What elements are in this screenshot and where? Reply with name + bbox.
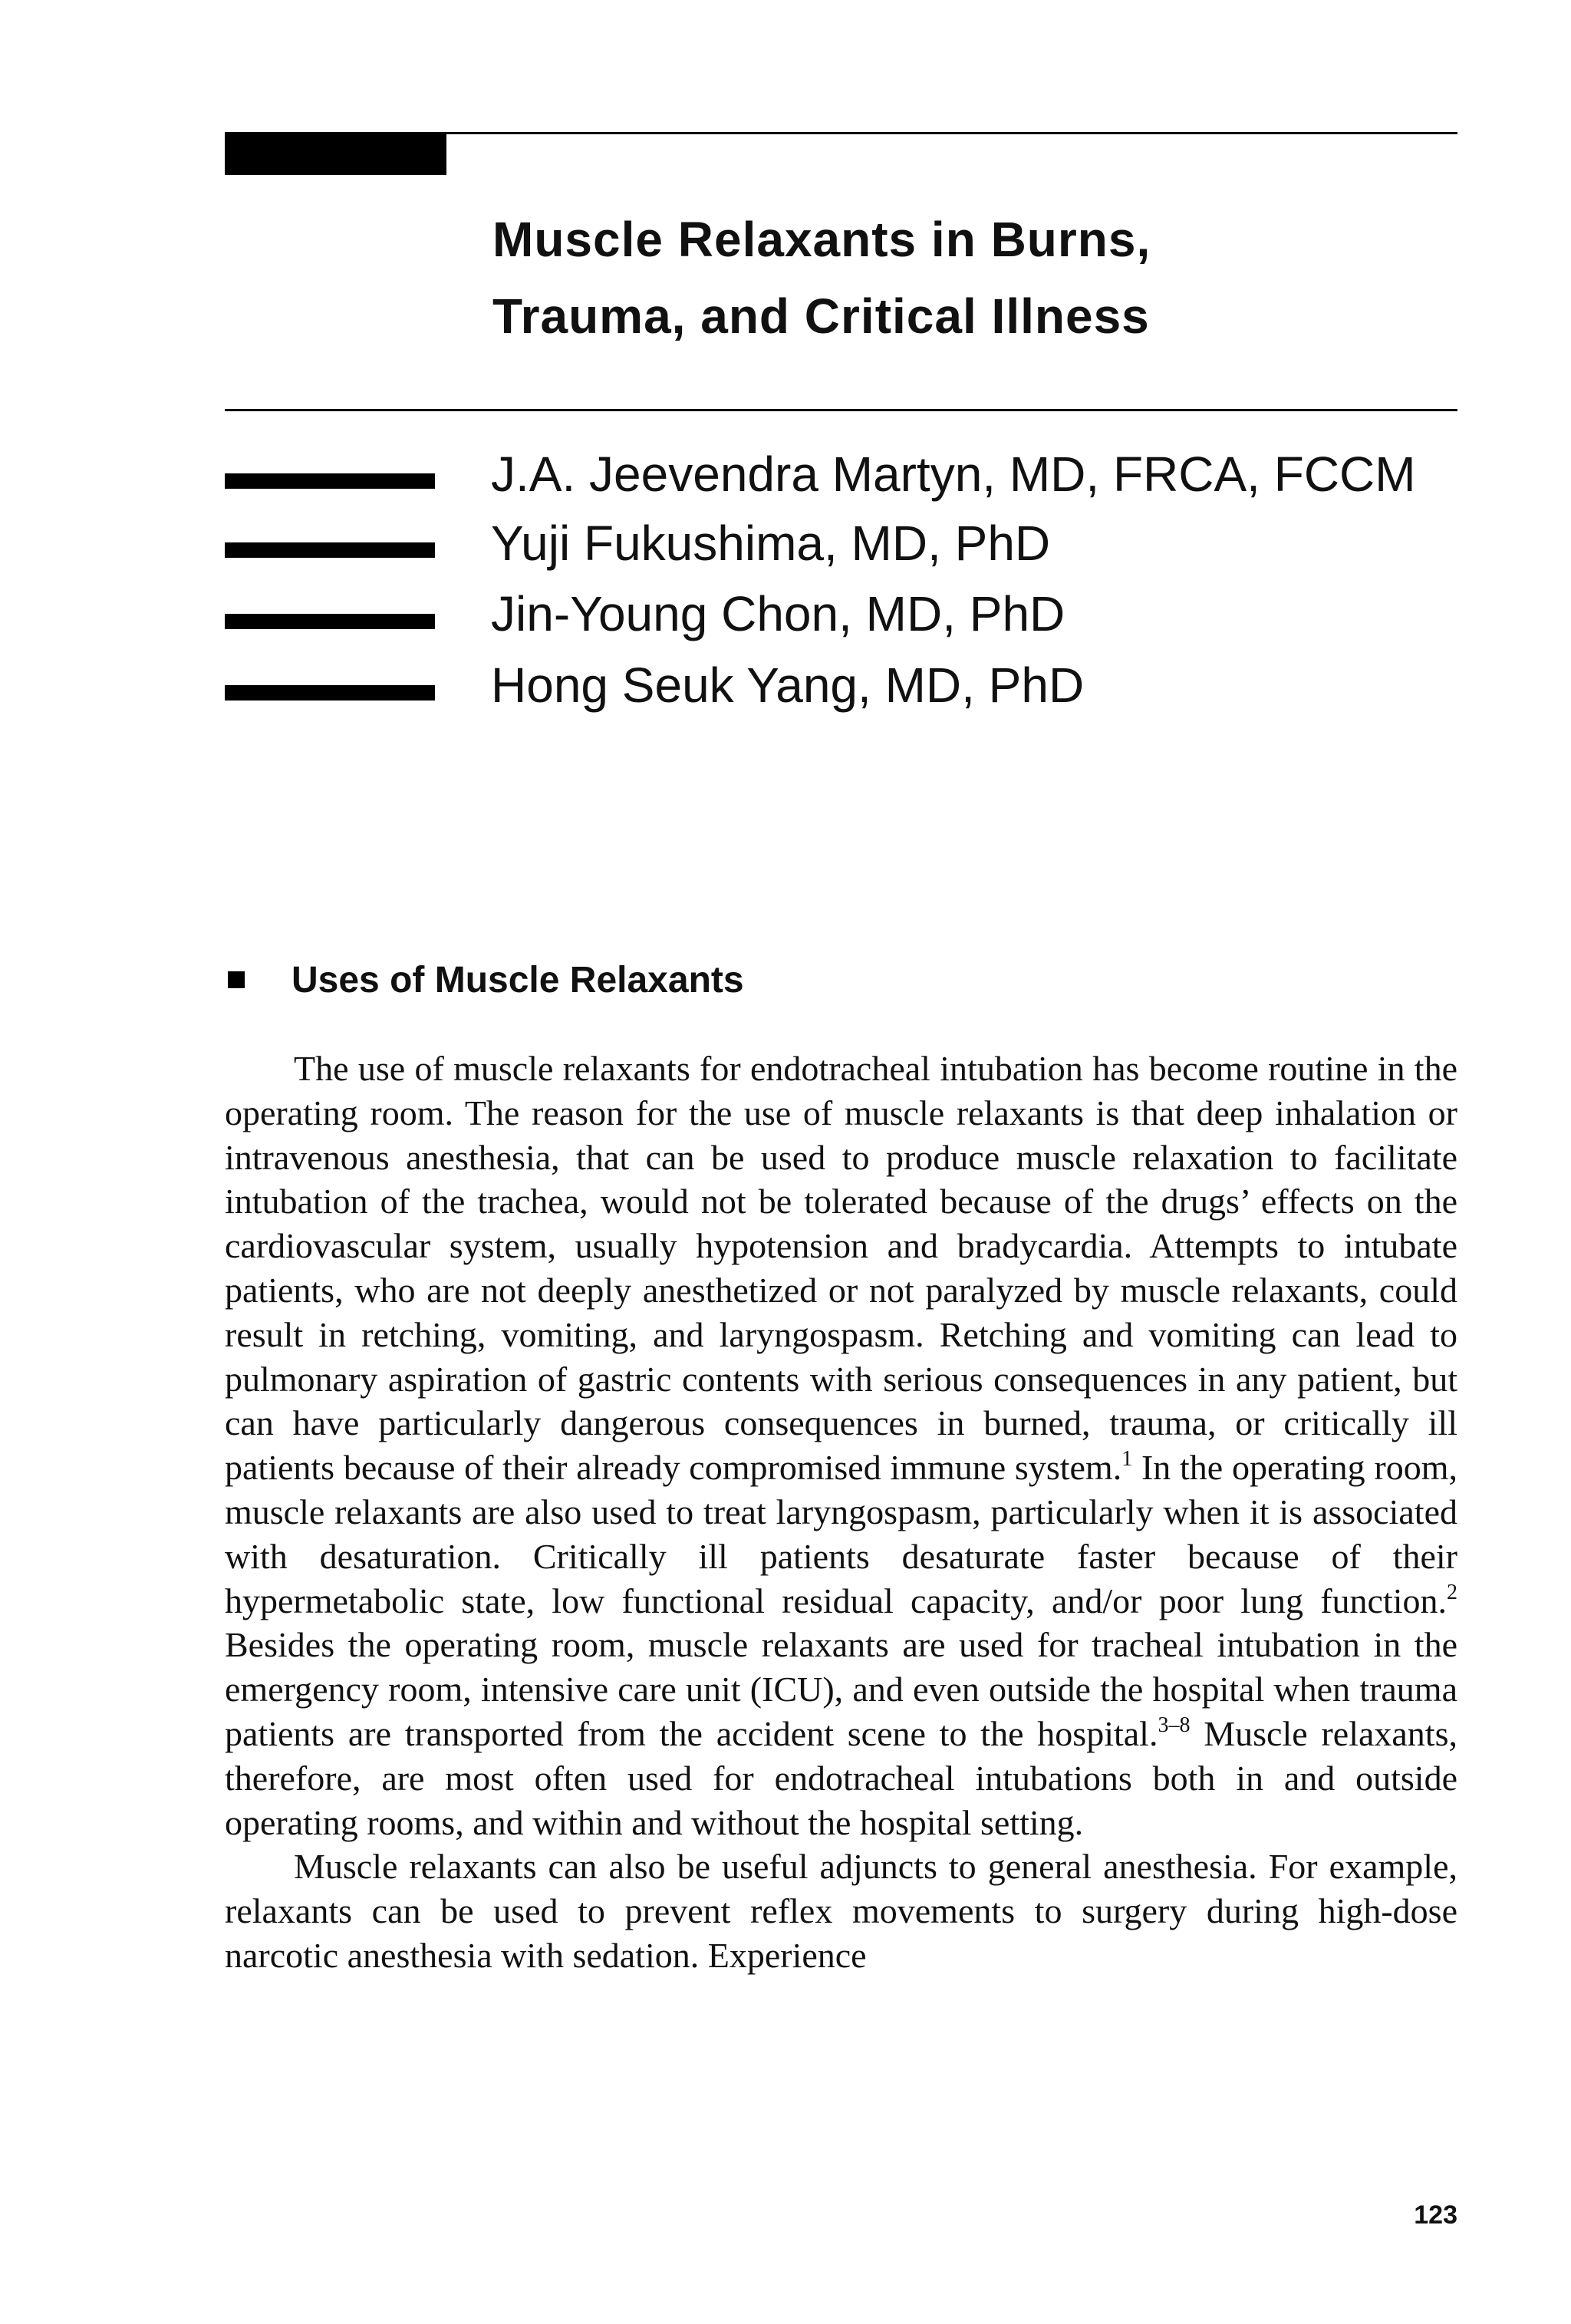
chapter-title-line-1: Muscle Relaxants in Burns, (492, 212, 1151, 267)
paragraph-1-part-b: In the operating room, muscle relaxants are also used to treat laryngospasm, particularly when it is associated with desaturation. Critically ill patients desaturate faster because of their hypermetabolic state, low functional residual capacity, and/or poor lung function. (225, 1448, 1458, 1620)
author-name-2: Yuji Fukushima, MD, PhD (491, 516, 1051, 571)
author-name-3: Jin-Young Chon, MD, PhD (491, 586, 1065, 641)
body-paragraph-1 (225, 1047, 1457, 1844)
reference-1: 1 (1121, 1447, 1133, 1472)
reference-2: 2 (1447, 1580, 1457, 1604)
body-text (225, 1047, 1457, 1978)
section-bullet-icon (228, 971, 245, 988)
body-paragraph-2: Muscle relaxants can also be useful adjuncts to general anesthesia. For example, relaxants can be used to prevent reflex movements to surgery during high-dose narcotic anesthesia with sedation. Experience (225, 1847, 1457, 1975)
author-bar-1 (225, 473, 435, 489)
reference-3-8: 3–8 (1158, 1713, 1191, 1737)
author-bar-3 (225, 614, 435, 629)
header-top-rule (446, 132, 1457, 134)
title-divider-rule (225, 409, 1457, 411)
page-number: 123 (1414, 2200, 1457, 2230)
chapter-title (492, 201, 1457, 354)
author-name-4: Hong Seuk Yang, MD, PhD (491, 658, 1085, 713)
header-black-block (225, 132, 446, 175)
paragraph-1-part-d: Muscle relaxants, therefore, are most often used for endotracheal intubations both in and outside operating rooms, and within and without the hospital setting. (225, 1713, 1457, 1842)
chapter-title-line-2: Trauma, and Critical Illness (492, 288, 1150, 344)
author-bar-4 (225, 685, 435, 700)
paragraph-1-part-a: The use of muscle relaxants for endotracheal intubation has become routine in the operating room. The reason for the use of muscle relaxants is that deep inhalation or intravenous anesthesia, that can be used to produce muscle relaxation to facilitate intubation of the trachea, would not be tolerated because of the drugs’ effects on the cardiovascular system, usually hypotension and bradycardia. Attempts to intubate patients, who are not deeply anesthetized or not paralyzed by muscle relaxants, could result in retching, vomiting, and laryngospasm. Retching and vomiting can lead to pulmonary aspiration of gastric contents with serious consequences in any patient, but can have particularly dangerous consequences in burned, trauma, or critically ill patients because of their already compromised immune system. (225, 1049, 1457, 1488)
section-heading: Uses of Muscle Relaxants (291, 960, 744, 1000)
paragraph-1-part-c: Besides the operating room, muscle relaxants are used for tracheal intubation in the emergency room, intensive care unit (ICU), and even outside the hospital when trauma patients are transported from the accident scene to the hospital. (225, 1625, 1457, 1753)
author-bar-2 (225, 542, 435, 558)
author-name-1: J.A. Jeevendra Martyn, MD, FRCA, FCCM (491, 447, 1416, 502)
